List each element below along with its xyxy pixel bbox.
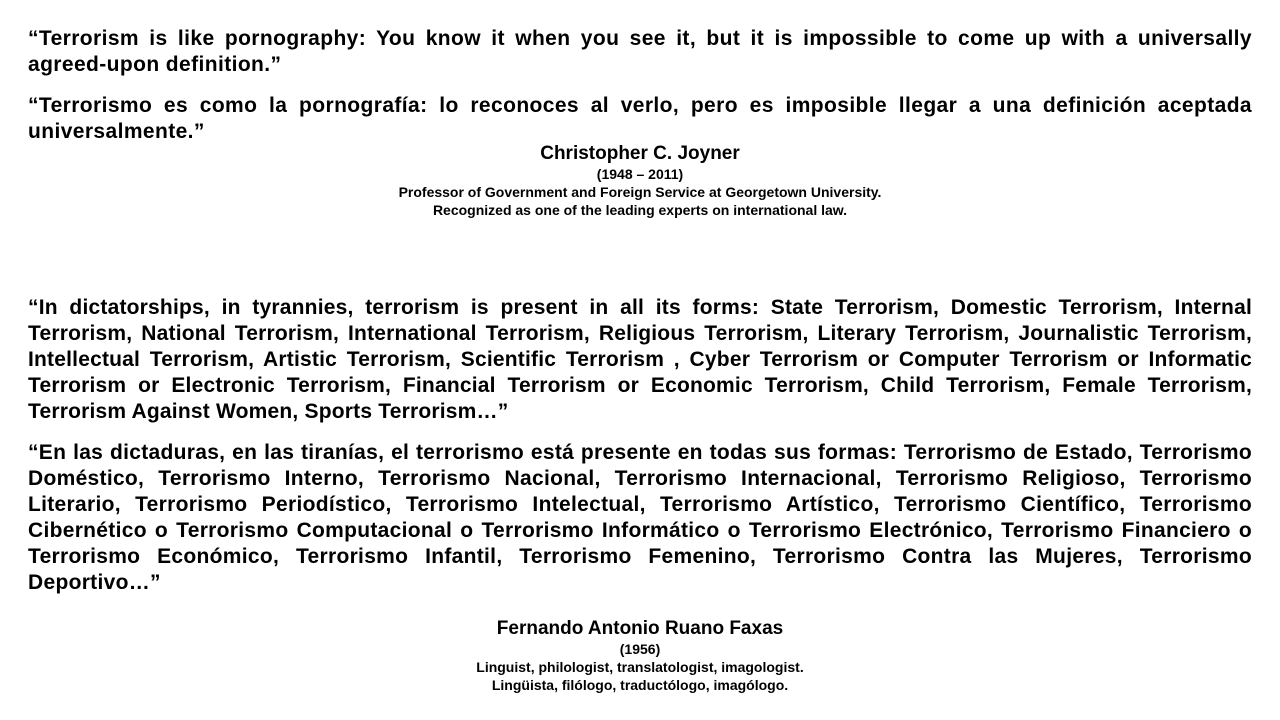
quote-2-spanish: “En las dictaduras, en las tiranías, el terrorismo está presente en todas sus formas: Terrorismo de Estado, Terrorismo Doméstico, Terrorismo Interno, Terrorismo Nacional, Terrorismo Internacional, Terrorismo Religioso, Terrorismo Literario, Terrorismo Periodístico, Terrorismo Intelectual, Terrorismo Artístico, Terrorismo Científico, Terrorismo Cibernético o Terrorismo Computacional o Terrorismo Informático o Terrorismo Electrónico, Terrorismo Financiero o Terrorismo Económico, Terrorismo Infantil, Terrorismo Femenino, Terrorismo Contra las Mujeres, Terrorismo Deportivo…” — [28, 441, 1252, 594]
author-2-years: (1956) — [619, 641, 661, 657]
quote-2-english: “In dictatorships, in tyrannies, terrorism is present in all its forms: State Terrorism, Domestic Terrorism, Internal Terrorism, National Terrorism, International Terrorism, Religious Terrorism, Literary Terrorism, Journalistic Terrorism, Intellectual Terrorism, Artistic Terrorism, Scientific Terrorism , Cyber Terrorism or Computer Terrorism or Informatic Terrorism or Electronic Terrorism, Financial Terrorism or Economic Terrorism, Child Terrorism, Female Terrorism, Terrorism Against Women, Sports Terrorism…” — [28, 296, 1252, 423]
author-1-years: (1948 – 2011) — [596, 166, 684, 182]
quote-1-spanish: “Terrorismo es como la pornografía: lo reconoces al verlo, pero es imposible llegar a una definición aceptada universalmente.” — [28, 94, 1252, 143]
quote-1-english: “Terrorism is like pornography: You know it when you see it, but it is impossible to come up with a universally agreed-upon definition.” — [28, 27, 1252, 76]
author-2-description-1: Linguist, philologist, translatologist, imagologist. — [476, 659, 804, 675]
author-2-attribution — [0, 618, 1280, 694]
author-2-description-2: Lingüista, filólogo, traductólogo, imagólogo. — [491, 677, 789, 693]
author-1-attribution — [0, 143, 1280, 219]
author-1-description-1: Professor of Government and Foreign Service at Georgetown University. — [398, 184, 882, 200]
author-1-name: Christopher C. Joyner — [540, 143, 740, 164]
author-1-description-2: Recognized as one of the leading experts on international law. — [432, 202, 848, 218]
author-2-name: Fernando Antonio Ruano Faxas — [496, 618, 784, 639]
